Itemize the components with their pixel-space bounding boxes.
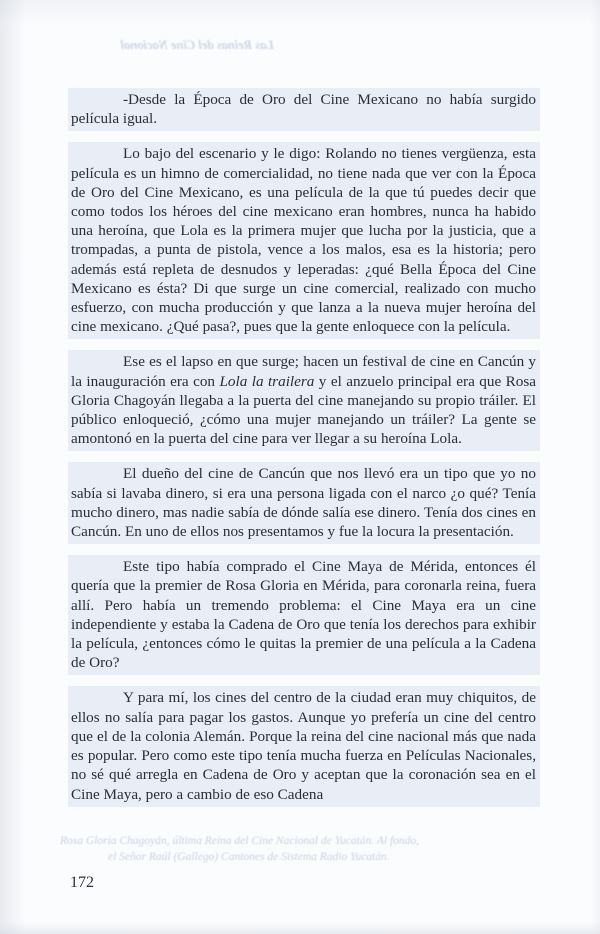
- film-title-italic: Lola la trailera: [219, 372, 315, 390]
- scan-edge-shading-right: [590, 0, 600, 934]
- paragraph: Este tipo había comprado el Cine Maya de Mérida, entonces él quería que la premier de Rosa Gloria en Mérida, para coronarla reina, fuera allí. Pero había un tremendo problema: el Cine Maya era un cine independiente y estaba la Cadena de Oro que tenía los derechos para exhibir la película, ¿entonces cómo le quitas la premier de una película a la Cadena de Oro?: [68, 555, 540, 675]
- photo-caption-bleedthrough-line2: el Señor Raúl (Gallego) Cantones de Sistema Radio Yucatán.: [108, 851, 390, 863]
- paragraph-text: Ese es el lapso en que surge; hacen un festival de cine en Cancún y la inauguración era con: [71, 353, 536, 390]
- scan-edge-shading-top: [0, 0, 600, 26]
- paragraph: [68, 350, 540, 451]
- running-head-bleedthrough: Las Reinas del Cine Nacional: [120, 38, 274, 52]
- scan-edge-shading-left: [0, 0, 26, 934]
- photo-caption-bleedthrough-line1: Rosa Gloria Chagoyán, última Reina del Cine Nacional de Yucatán. Al fondo,: [60, 835, 420, 847]
- paragraph: Y para mí, los cines del centro de la ciudad eran muy chiquitos, de ellos no salía para pagar los gastos. Aunque yo prefería un cine del centro que el de la colonia Alemán. Porque la reina del cine nacional más que nada es popular. Pero como este tipo tenía mucha fuerza en Películas Nacionales, no sé qué arregla en Cadena de Oro y aceptan que la coronación sea en el Cine Maya, pero a cambio de eso Cadena: [68, 686, 540, 806]
- paragraph: Lo bajo del escenario y le digo: Rolando no tienes vergüenza, esta película es un himno de comercialidad, no tiene nada que ver con la Época de Oro del Cine Mexicano, es una película de la que tú puedes decir que como todos los héroes del cine mexicano eran hombres, nunca ha habido una heroína, que Lola es la primera mujer que lucha por la justicia, que a trompadas, a punta de pistola, vence a los malos, esa es la historia; pero además está repleta de desnudos y leperadas: ¿qué Bella Época del Cine Mexicano es ésta? Di que surge un cine comercial, realizado con mucho esfuerzo, con mucha producción y que lanza a la nueva mujer heroína del cine mexicano. ¿Qué pasa?, pues que la gente enloquece con la película.: [68, 142, 540, 339]
- paragraph: El dueño del cine de Cancún que nos llevó era un tipo que yo no sabía si lavaba dinero, si era una persona ligada con el narco ¿o qué? Tenía mucho dinero, mas nadie sabía de dónde salía ese dinero. Tenía dos cines en Cancún. En uno de ellos nos presentamos y fue la locura la presentación.: [68, 462, 540, 544]
- paragraph: -Desde la Época de Oro del Cine Mexicano no había surgido película igual.: [68, 88, 540, 131]
- page-number: 172: [70, 874, 94, 891]
- paragraph-text: y el anzuelo principal era que Rosa Gloria Chagoyán llegaba a la puerta del cine manejando su propio tráiler. El público enloqueció, ¿cómo una mujer manejando un tráiler? La gente se amontonó en la puerta del cine para ver llegar a su heroína Lola.: [71, 372, 536, 448]
- text-column: [68, 88, 540, 818]
- scan-edge-shading-bottom: [0, 922, 600, 934]
